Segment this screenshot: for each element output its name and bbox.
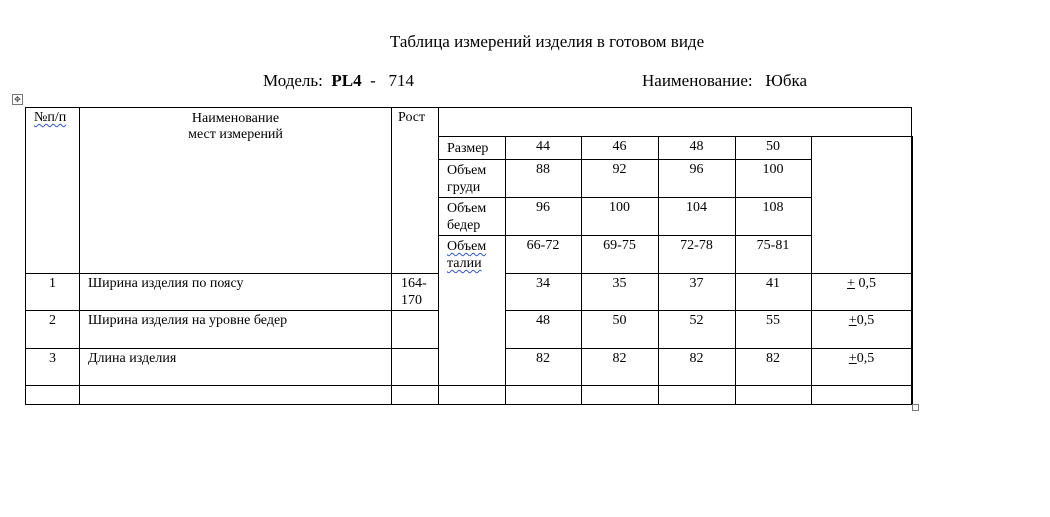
table-border (25, 348, 438, 349)
row-value: 82 (612, 351, 627, 366)
model-line (263, 71, 414, 91)
table-border (25, 310, 438, 311)
row-value: 37 (689, 276, 704, 291)
chest-label: Объем груди (447, 163, 487, 195)
table-border (505, 273, 912, 274)
header-height: Рост (398, 110, 426, 125)
table-border (438, 197, 812, 198)
chest-value: 96 (689, 162, 704, 177)
row-value: 35 (612, 276, 627, 291)
row-value: 82 (689, 351, 704, 366)
chest-value: 88 (536, 162, 550, 177)
table-border (438, 159, 812, 160)
product-name-line (642, 71, 807, 91)
model-number: 714 (388, 71, 415, 90)
row-value: 52 (689, 313, 704, 328)
size-label: Размер (447, 141, 489, 156)
size-value: 44 (536, 139, 550, 154)
row-number: 2 (49, 313, 56, 328)
table-resize-handle-icon[interactable] (912, 404, 919, 411)
waist-value: 75-81 (756, 238, 790, 253)
waist-value: 72-78 (680, 238, 713, 253)
chest-value: 100 (762, 162, 784, 177)
table-border (438, 136, 913, 137)
chest-value: 92 (612, 162, 627, 177)
row-value: 50 (612, 313, 627, 328)
table-border (25, 404, 913, 405)
row-number: 3 (49, 351, 56, 366)
header-number: №п/п (34, 110, 67, 125)
waist-value: 69-75 (603, 238, 636, 253)
size-value: 50 (766, 139, 780, 154)
size-value: 48 (689, 139, 704, 154)
row-value: 82 (536, 351, 550, 366)
row-value: 34 (536, 276, 550, 291)
hips-label: Объем бедер (447, 201, 487, 233)
row-measurement-name: Ширина изделия на уровне бедер (88, 313, 288, 328)
product-name-value: Юбка (765, 71, 808, 90)
table-border (25, 107, 912, 108)
hips-value: 96 (536, 200, 550, 215)
row-value: 82 (766, 351, 780, 366)
row-measurement-name: Ширина изделия по поясу (88, 276, 244, 291)
table-border (25, 273, 438, 274)
table-border (438, 235, 812, 236)
waist-label: Объем талии (447, 239, 487, 271)
row-value: 55 (766, 313, 780, 328)
header-measurement-name: Наименование мест измерений (188, 111, 283, 142)
row-height: 164- 170 (401, 276, 427, 308)
row-number: 1 (49, 276, 56, 291)
hips-value: 104 (686, 200, 707, 215)
size-value: 46 (612, 139, 627, 154)
table-border (391, 107, 392, 405)
row-tolerance: +0,5 (848, 313, 875, 328)
table-border (505, 310, 912, 311)
table-border (25, 385, 912, 386)
model-separator: - (370, 71, 376, 90)
row-tolerance: + 0,5 (847, 276, 876, 291)
row-value: 41 (766, 276, 780, 291)
waist-value: 66-72 (526, 238, 560, 253)
table-move-handle-icon[interactable]: ✥ (12, 94, 23, 105)
table-border (79, 107, 80, 405)
hips-value: 108 (762, 200, 784, 215)
row-tolerance: +0,5 (848, 351, 875, 366)
model-label: Модель: (263, 71, 323, 90)
table-border (438, 107, 439, 405)
product-name-label: Наименование: (642, 71, 753, 90)
page-title: Таблица измерений изделия в готовом виде (389, 32, 705, 51)
row-value: 48 (536, 313, 550, 328)
table-border (912, 136, 913, 405)
hips-value: 100 (609, 200, 630, 215)
model-code: PL4 (331, 71, 362, 90)
row-measurement-name: Длина изделия (88, 351, 177, 366)
table-border (505, 348, 912, 349)
